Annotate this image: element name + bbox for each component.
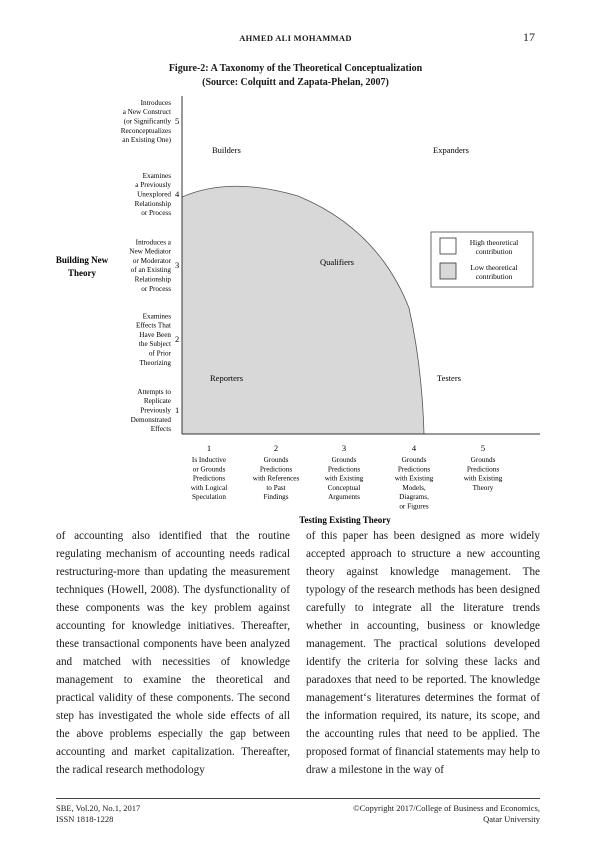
y-level-2-description: the Subject xyxy=(138,340,171,349)
y-level-2-description: Examines xyxy=(142,312,171,321)
x-level-2-description: Predictions xyxy=(259,465,293,474)
x-level-5-description: Theory xyxy=(472,483,494,492)
x-level-3-description: Predictions xyxy=(327,465,361,474)
region-qualifiers: Qualifiers xyxy=(320,257,354,267)
y-level-4-description: or Process xyxy=(141,209,171,218)
y-level-4-description: Examines xyxy=(142,171,171,180)
x-tick-5: 5 xyxy=(480,443,486,453)
x-tick-2: 2 xyxy=(273,443,279,453)
y-level-2-description: Effects That xyxy=(135,321,171,330)
y-level-3-description: or Moderator xyxy=(132,256,171,265)
region-testers: Testers xyxy=(437,373,461,383)
y-level-1-description: Previously xyxy=(140,406,171,415)
x-level-1-description: Speculation xyxy=(192,493,226,502)
footer-journal: SBE, Vol.20, No.1, 2017 xyxy=(56,803,141,813)
x-level-1-description: with Logical xyxy=(190,483,228,492)
footer-issn: ISSN 1818-1228 xyxy=(56,814,114,824)
y-level-1-description: Attempts to xyxy=(137,387,171,396)
y-level-2-description: Have Been xyxy=(139,330,171,339)
x-level-4-description: Grounds xyxy=(401,456,427,464)
y-level-3-description: Relationship xyxy=(134,275,171,284)
page-footer xyxy=(56,798,540,825)
x-tick-4: 4 xyxy=(411,443,417,453)
low-contribution-area xyxy=(182,186,424,434)
y-level-1-description: Replicate xyxy=(143,397,171,406)
running-head: AHMED ALI MOHAMMAD xyxy=(239,33,352,43)
body-columns xyxy=(56,527,540,779)
y-tick-3: 3 xyxy=(175,260,180,270)
y-level-5-description: (or Significantly xyxy=(123,117,171,126)
body-right-column: of this paper has been designed as more widely accepted approach to structure a new accounting theory against knowledge management. The typology of the research methods has been designed carefully to integrate all the literature trends whether in accounting, business or knowledge management. The practical solutions developed identify the criteria for solving these lacks and paradoxes that need to be reported. The knowledge management‘s literatures determines the format of the information required, its nature, its scope, and the accounting rules that need to be applied. The proposed format of financial statements may help to draw a milestone in the way of xyxy=(306,530,540,776)
page-number: 17 xyxy=(523,30,535,44)
x-level-3-description: with Existing xyxy=(324,474,364,483)
legend-high-label-1: High theoretical xyxy=(469,238,519,247)
footer-institution: Qatar University xyxy=(483,814,540,824)
y-tick-1: 1 xyxy=(175,405,180,415)
footer-left xyxy=(56,803,140,825)
x-level-4-description: Diagrams, xyxy=(399,493,429,502)
legend-low-label-2: contribution xyxy=(475,272,513,281)
x-level-4-description: or Figures xyxy=(399,502,429,511)
x-level-2-description: Findings xyxy=(263,493,289,502)
legend-swatch-high xyxy=(440,238,456,254)
x-level-4-description: Predictions xyxy=(397,465,431,474)
y-level-3-description: of an Existing xyxy=(130,266,171,275)
y-level-5-description: an Existing One) xyxy=(122,136,171,145)
footer-right xyxy=(353,803,540,825)
x-tick-3: 3 xyxy=(341,443,347,453)
y-level-3-description: Introduces a xyxy=(135,238,171,247)
legend-low-label-1: Low theoretical xyxy=(470,263,518,272)
x-level-2-description: to Past xyxy=(266,483,286,492)
x-level-3-description: Grounds xyxy=(331,456,357,464)
x-level-3-description: Arguments xyxy=(328,493,360,502)
legend-swatch-low xyxy=(440,263,456,279)
x-level-1-description: Predictions xyxy=(192,474,226,483)
footer-copyright: ©Copyright 2017/College of Business and Economics, xyxy=(353,803,540,813)
y-tick-4: 4 xyxy=(175,189,180,199)
y-level-4-description: a Previously xyxy=(135,181,171,190)
y-level-4-description: Relationship xyxy=(134,199,171,208)
x-level-1-description: Is Inductive xyxy=(191,456,227,464)
y-tick-5: 5 xyxy=(175,116,180,126)
x-level-2-description: with References xyxy=(252,474,300,483)
y-level-1-description: Effects xyxy=(150,425,171,434)
y-level-4-description: Unexplored xyxy=(137,190,171,199)
y-axis-title-line2: Theory xyxy=(68,268,96,278)
x-level-1-description: or Grounds xyxy=(192,465,226,474)
y-level-2-description: of Prior xyxy=(148,349,171,358)
region-reporters: Reporters xyxy=(210,373,244,383)
x-level-5-description: Predictions xyxy=(466,465,500,474)
figure-source-line: (Source: Colquitt and Zapata-Phelan, 2007) xyxy=(202,77,389,88)
y-level-1-description: Demonstrated xyxy=(130,415,171,424)
x-level-2-description: Grounds xyxy=(263,456,289,464)
body-left-column: of accounting also identified that the routine regulating mechanism of accounting needs radical restructuring-more than updating the measurement techniques (Howell, 2008). The dysfunctionality of these components was the key problem against accounting for knowledge initiatives. Thereafter, these transactional components have been analyzed and matched with necessities of knowledge management to examine the theoretical and practical validity of these components. The second step has investigated the whole side effects of all the above problems especially the gap between accounting and market capitalization. Thereafter, the radical research methodology xyxy=(56,530,290,776)
region-builders: Builders xyxy=(212,145,241,155)
x-level-5-description: with Existing xyxy=(463,474,503,483)
x-level-5-description: Grounds xyxy=(470,456,496,464)
y-level-2-description: Theorizing xyxy=(139,358,171,367)
legend xyxy=(431,232,533,287)
y-axis-title-line1: Building New xyxy=(55,255,109,265)
y-tick-2: 2 xyxy=(175,334,180,344)
figure-title-line1: Figure-2: A Taxonomy of the Theoretical Conceptualization xyxy=(168,63,423,74)
legend-high-label-2: contribution xyxy=(475,247,513,256)
y-level-3-description: New Mediator xyxy=(129,247,171,256)
x-level-3-description: Conceptual xyxy=(327,483,361,492)
y-level-5-description: Introduces xyxy=(140,98,171,107)
x-axis-title: Testing Existing Theory xyxy=(299,515,391,525)
x-level-4-description: Models, xyxy=(402,483,426,492)
y-level-5-description: a New Construct xyxy=(122,108,171,117)
x-tick-1: 1 xyxy=(206,443,212,453)
region-expanders: Expanders xyxy=(433,145,469,155)
y-level-5-description: Reconceptualizes xyxy=(120,126,171,135)
y-level-3-description: or Process xyxy=(141,284,171,293)
x-level-4-description: with Existing xyxy=(394,474,434,483)
